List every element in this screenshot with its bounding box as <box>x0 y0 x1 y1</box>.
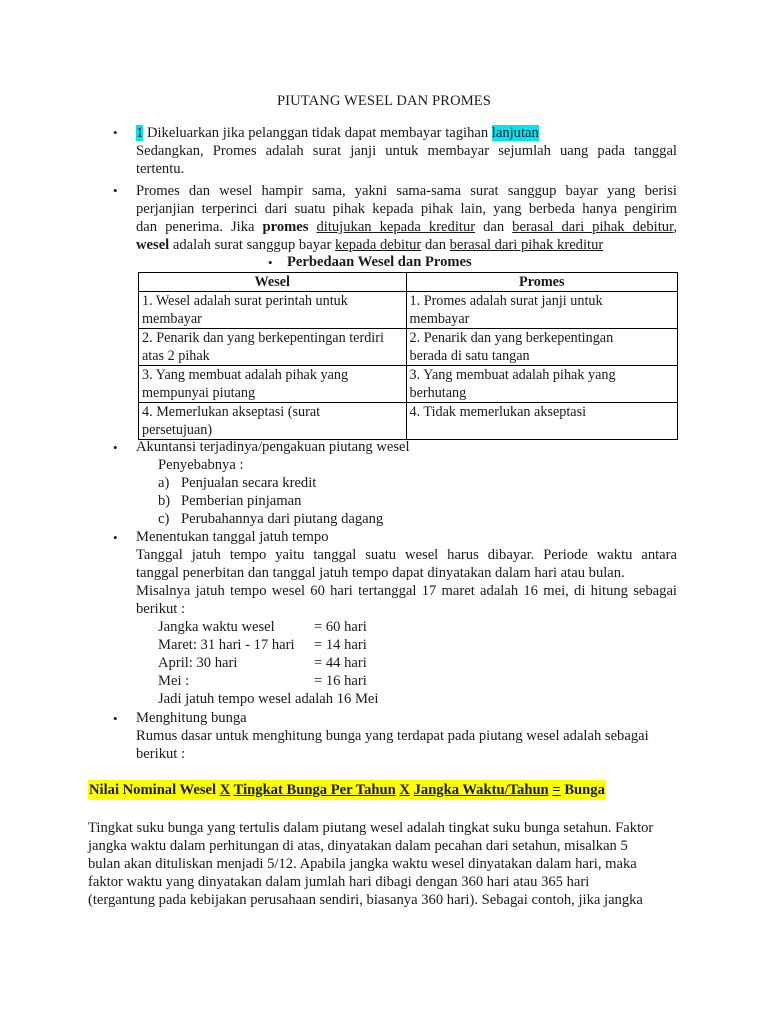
formula-part: Tingkat Bunga Per Tahun <box>233 782 396 798</box>
table-cell <box>139 403 407 440</box>
cell-line: mempunyai piutang <box>142 385 256 401</box>
calc-value: = 14 hari <box>314 637 367 653</box>
closing-line: Tingkat suku bunga yang tertulis dalam piutang wesel adalah tingkat suku bunga setahun. Faktor <box>88 820 654 836</box>
comparison-text: dan penerima. Jika <box>136 219 263 235</box>
bunga-line-1: Rumus dasar untuk menghitung bunga yang terdapat pada piutang wesel adalah sebagai <box>136 728 649 744</box>
calc-label: April: 30 hari <box>158 655 238 671</box>
table-cell <box>139 329 407 366</box>
table-row <box>139 403 678 440</box>
header-promes: Promes <box>406 273 678 292</box>
intro-highlight: lanjutan <box>491 125 539 141</box>
cell-line: 3. Yang membuat adalah pihak yang <box>409 367 616 383</box>
comparison-line-3 <box>136 218 677 236</box>
closing-paragraph <box>88 819 678 909</box>
cell-line: atas 2 pihak <box>142 348 210 364</box>
intro-lead: Dikeluarkan jika pelanggan tidak dapat membayar tagihan <box>143 125 492 141</box>
table-cell <box>139 292 407 329</box>
closing-line: bulan akan dituliskan menjadi 5/12. Apabila jangka waktu wesel dinyatakan dalam hari, maka <box>88 856 637 872</box>
comparison-line-4 <box>136 236 677 254</box>
formula-operator: X <box>399 782 410 798</box>
cell-line: 2. Penarik dan yang berkepentingan <box>409 330 614 346</box>
cell-line: membayar <box>409 311 470 327</box>
closing-line: (tergantung pada kebijakan perusahaan sendiri, biasanya 360 hari). Sebagai contoh, jika jangka <box>88 892 643 908</box>
formula-part: Bunga <box>564 782 605 798</box>
jatuh-tempo-line-1: Tanggal jatuh tempo yaitu tanggal suatu wesel harus dibayar. Periode waktu antara <box>136 547 677 563</box>
akuntansi-sub: Penyebabnya : <box>158 457 244 473</box>
formula-part: Nilai Nominal Wesel <box>89 782 220 798</box>
comparison-text: dan <box>421 237 450 253</box>
comparison-line-1: Promes dan wesel hampir sama, yakni sama-sama surat sanggup bayar yang berisi <box>136 183 677 199</box>
interest-formula <box>88 780 606 800</box>
comparison-text: adalah surat sanggup bayar <box>169 237 335 253</box>
calc-value: = 44 hari <box>314 655 367 671</box>
cell-line: 1. Promes adalah surat janji untuk <box>409 293 603 309</box>
akuntansi-item-marker: b) <box>158 493 171 509</box>
underlined-text: ditujukan kepada kreditur <box>316 219 476 235</box>
comparison-line-2: perjanjian terperinci dari suatu pihak kepada pihak lain, yang berbeda hanya pengirim <box>136 201 677 217</box>
jatuh-tempo-paragraph <box>136 546 677 618</box>
calc-label: Mei : <box>158 673 190 689</box>
comparison-text: , <box>673 219 677 235</box>
wesel-bold: wesel <box>136 237 170 253</box>
intro-line-2: Sedangkan, Promes adalah surat janji untuk membayar sejumlah uang pada tanggal <box>136 143 677 159</box>
jatuh-tempo-line-3: Misalnya jatuh tempo wesel 60 hari tertanggal 17 maret adalah 16 mei, di hitung sebagai <box>136 583 677 599</box>
formula-part: Jangka Waktu/Tahun <box>413 782 549 798</box>
cell-line: 2. Penarik dan yang berkepentingan terdiri <box>142 330 384 346</box>
bunga-heading: Menghitung bunga <box>136 710 247 726</box>
bullet-1: • <box>113 125 118 140</box>
table-cell <box>406 329 678 366</box>
calc-label: Maret: 31 hari - 17 hari <box>158 637 295 653</box>
bullet-5: • <box>113 711 118 726</box>
header-wesel: Wesel <box>139 273 407 292</box>
closing-line: jangka waktu dalam perhitungan di atas, dinyatakan dalam pecahan dari setahun, misalkan 5 <box>88 838 628 854</box>
jatuh-tempo-line-2: tanggal penerbitan dan tanggal jatuh tempo dapat dinyatakan dalam hari atau bulan. <box>136 565 625 581</box>
intro-line-3: tertentu. <box>136 161 185 177</box>
underlined-text: berasal dari pihak kreditur <box>449 237 604 253</box>
akuntansi-heading: Akuntansi terjadinya/pengakuan piutang wesel <box>136 439 410 455</box>
akuntansi-item-marker: a) <box>158 475 170 491</box>
table-header-row <box>139 273 678 292</box>
table-row <box>139 329 678 366</box>
intro-paragraph <box>136 124 677 178</box>
cell-line: persetujuan) <box>142 422 213 438</box>
promes-bold: promes <box>262 219 309 235</box>
underlined-text: kepada debitur <box>334 237 422 253</box>
cell-line: berhutang <box>409 385 467 401</box>
bullet-2: • <box>113 183 118 198</box>
comparison-text: dan <box>475 219 513 235</box>
document-title: PIUTANG WESEL DAN PROMES <box>276 93 492 109</box>
akuntansi-item-marker: c) <box>158 511 170 527</box>
table-cell <box>406 403 678 440</box>
cell-line: membayar <box>142 311 202 327</box>
table-cell <box>406 366 678 403</box>
calc-value: = 60 hari <box>314 619 367 635</box>
jatuh-tempo-conclusion: Jadi jatuh tempo wesel adalah 16 Mei <box>158 691 379 707</box>
table-cell <box>406 292 678 329</box>
cell-line: 1. Wesel adalah surat perintah untuk <box>142 293 348 309</box>
cell-line: 4. Memerlukan akseptasi (surat <box>142 404 321 420</box>
bunga-line-2: berikut : <box>136 746 186 762</box>
akuntansi-item-text: Pemberian pinjaman <box>181 493 302 509</box>
akuntansi-item-text: Penjualan secara kredit <box>181 475 317 491</box>
akuntansi-item-text: Perubahannya dari piutang dagang <box>181 511 384 527</box>
intro-number: 1 <box>136 125 144 141</box>
closing-line: faktor waktu yang dinyatakan dalam jumlah hari dibagi dengan 360 hari atau 365 hari <box>88 874 590 890</box>
calc-value: = 16 hari <box>314 673 367 689</box>
cell-line: berada di satu tangan <box>409 348 530 364</box>
formula-operator: = <box>552 782 561 798</box>
table-cell <box>139 366 407 403</box>
table-bullet: • <box>268 255 273 270</box>
table-row <box>139 292 678 329</box>
bullet-4: • <box>113 530 118 545</box>
cell-line: 4. Tidak memerlukan akseptasi <box>409 404 587 420</box>
calc-label: Jangka waktu wesel <box>158 619 275 635</box>
bullet-3: • <box>113 440 118 455</box>
intro-line-1 <box>136 124 677 142</box>
jatuh-tempo-line-4: berikut : <box>136 601 186 617</box>
table-row <box>139 366 678 403</box>
underlined-text: berasal dari pihak debitur <box>512 219 674 235</box>
comparison-table <box>138 272 678 440</box>
jatuh-tempo-heading: Menentukan tanggal jatuh tempo <box>136 529 329 545</box>
table-title: Perbedaan Wesel dan Promes <box>287 254 472 270</box>
cell-line: 3. Yang membuat adalah pihak yang <box>142 367 349 383</box>
comparison-paragraph <box>136 182 677 254</box>
formula-operator: X <box>219 782 231 798</box>
